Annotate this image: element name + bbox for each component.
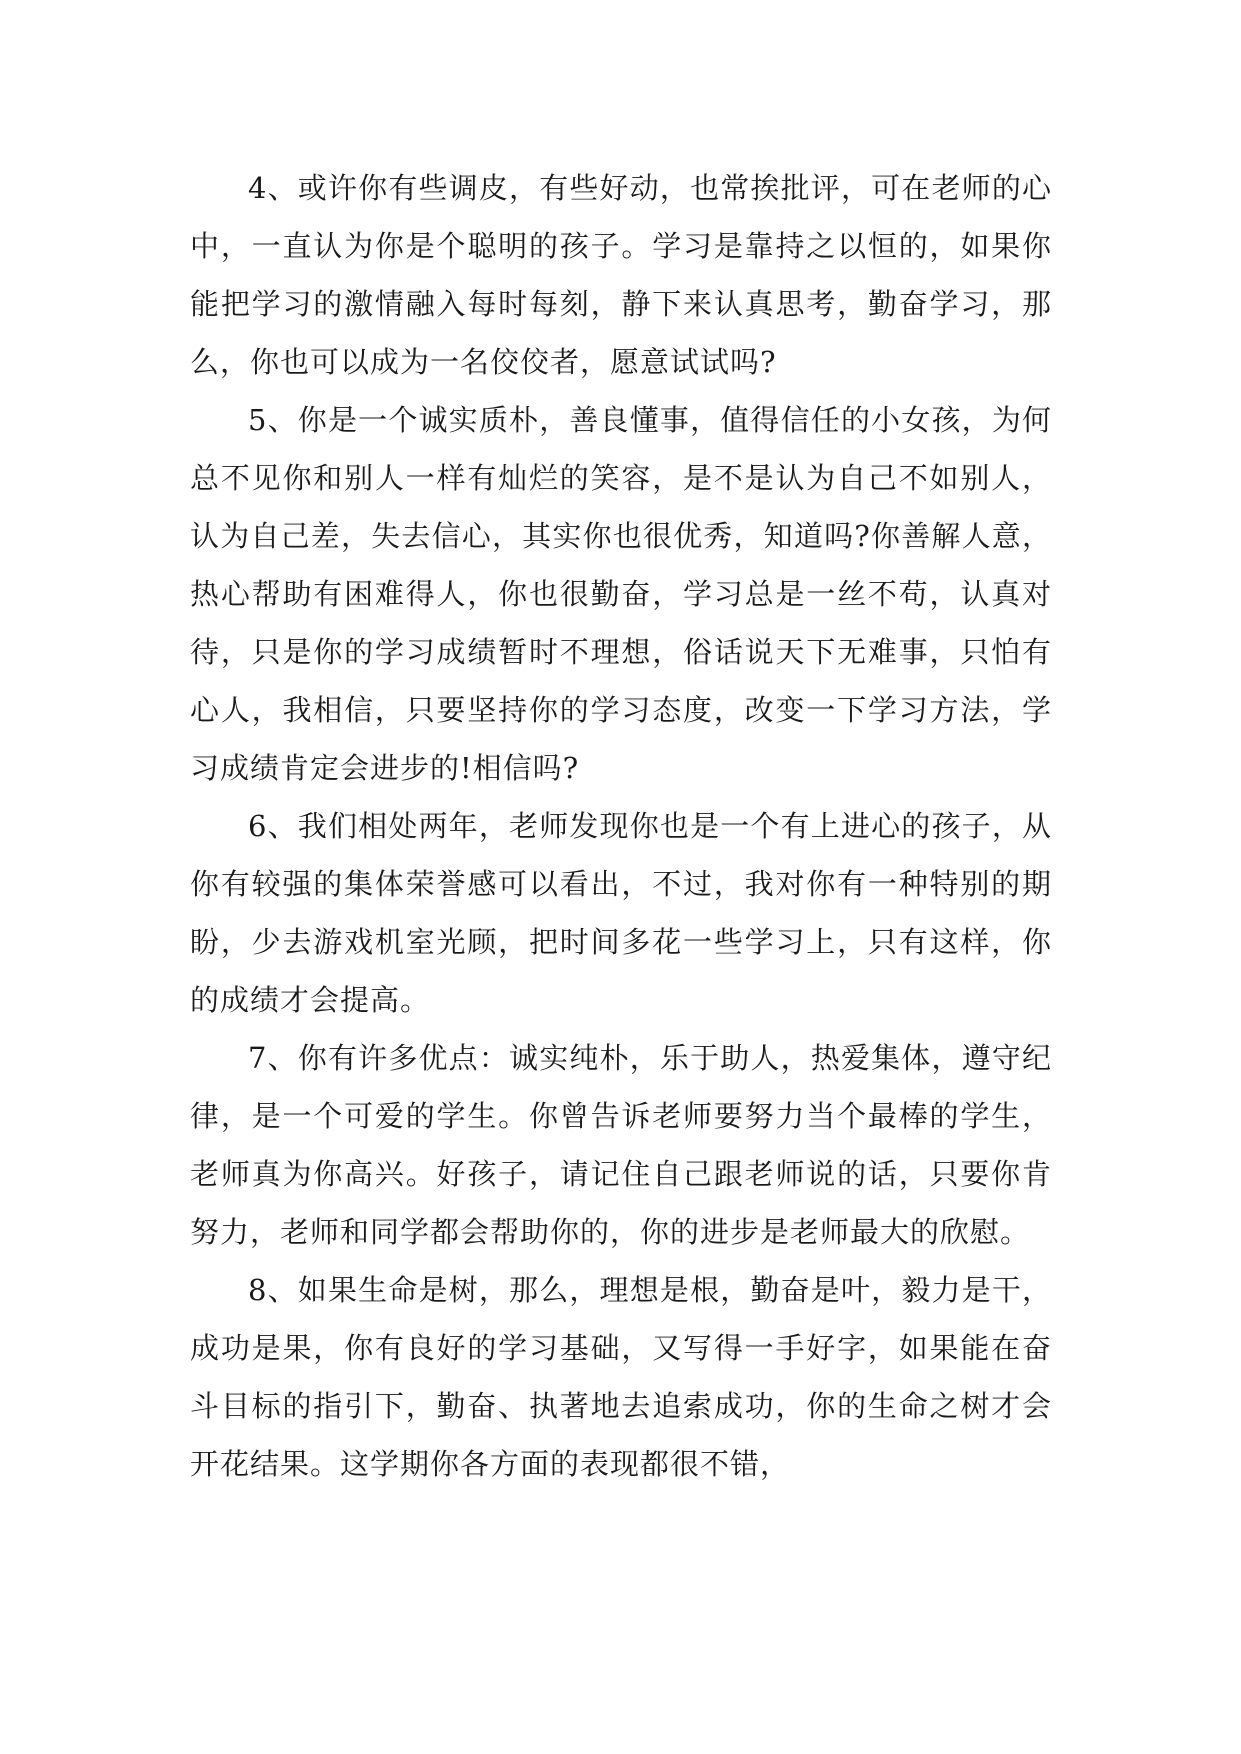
paragraph-comment-6: 6、我们相处两年，老师发现你也是一个有上进心的孩子，从你有较强的集体荣誉感可以看出，不过，我对你有一种特别的期盼，少去游戏机室光顾，把时间多花一些学习上，只有这样，你的成绩才会提高。 bbox=[190, 809, 1052, 1017]
paragraph-comment-7: 7、你有许多优点：诚实纯朴，乐于助人，热爱集体，遵守纪律，是一个可爱的学生。你曾告诉老师要努力当个最棒的学生，老师真为你高兴。好孩子，请记住自己跟老师说的话，只要你肯努力，老师和同学都会帮助你的，你的进步是老师最大的欣慰。 bbox=[190, 1041, 1052, 1249]
paragraph-comment-4: 4、或许你有些调皮，有些好动，也常挨批评，可在老师的心中，一直认为你是个聪明的孩子。学习是靠持之以恒的，如果你能把学习的激情融入每时每刻，静下来认真思考，勤奋学习，那么，你也可以成为一名佼佼者，愿意试试吗? bbox=[190, 171, 1052, 379]
document-body bbox=[190, 159, 1052, 1493]
paragraph-comment-5: 5、你是一个诚实质朴，善良懂事，值得信任的小女孩，为何总不见你和别人一样有灿烂的笑容，是不是认为自己不如别人，认为自己差，失去信心，其实你也很优秀，知道吗?你善解人意，热心帮助有困难得人，你也很勤奋，学习总是一丝不苟，认真对待，只是你的学习成绩暂时不理想，俗话说天下无难事，只怕有心人，我相信，只要坚持你的学习态度，改变一下学习方法，学习成绩肯定会进步的!相信吗? bbox=[190, 403, 1052, 785]
paragraph-comment-8: 8、如果生命是树，那么，理想是根，勤奋是叶，毅力是干，成功是果，你有良好的学习基础，又写得一手好字，如果能在奋斗目标的指引下，勤奋、执著地去追索成功，你的生命之树才会开花结果。这学期你各方面的表现都很不错， bbox=[190, 1273, 1052, 1481]
